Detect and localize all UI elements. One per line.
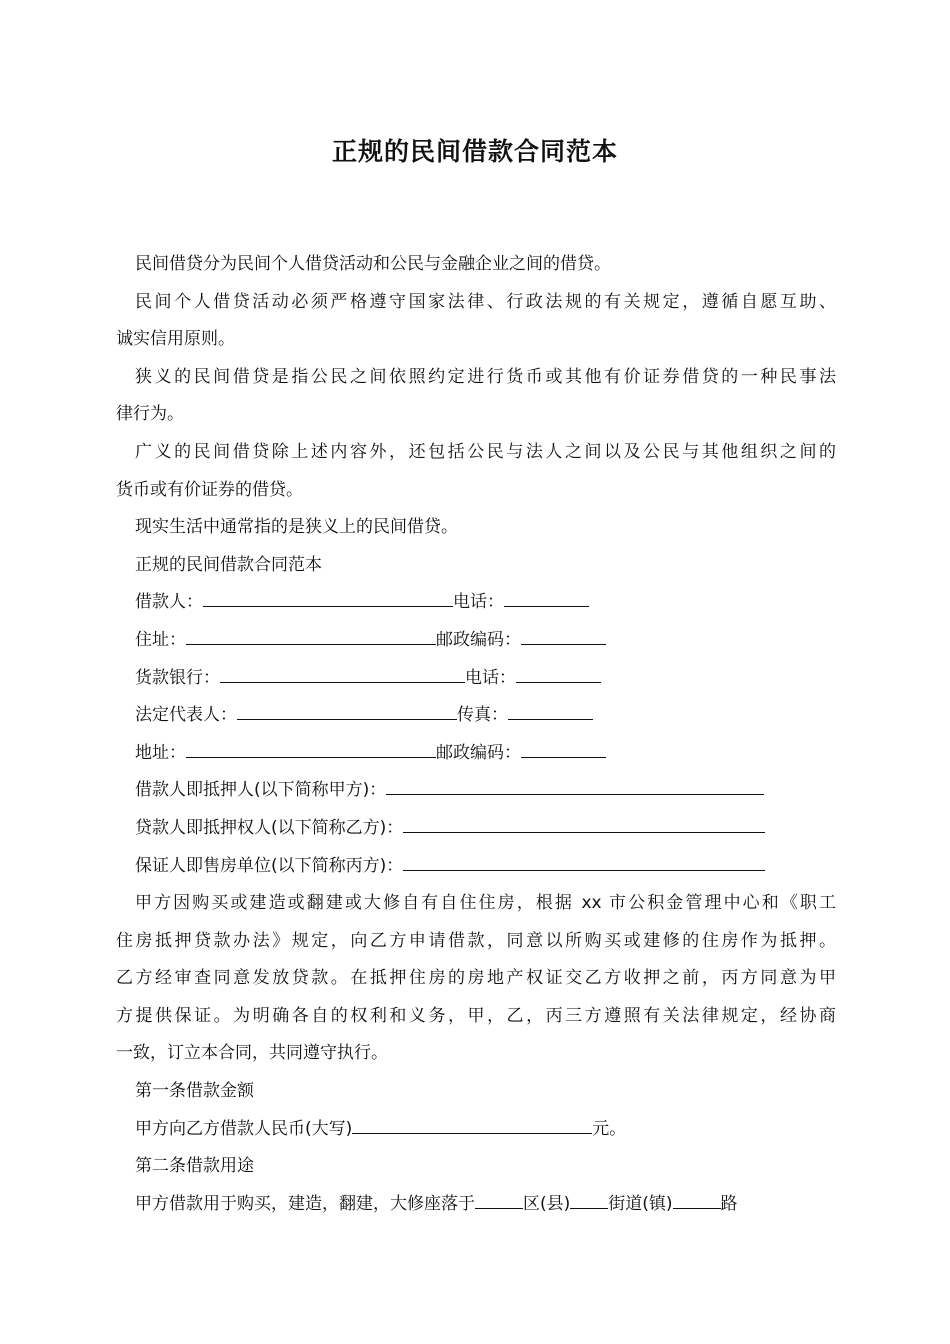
road-blank[interactable]	[673, 1191, 721, 1209]
address-blank[interactable]	[186, 627, 436, 645]
body-line-3: 乙方经审查同意发放贷款。在抵押住房的房地产权证交乙方收押之前，丙方同意为甲	[116, 968, 836, 989]
party-a-label: 借款人即抵押人(以下简称甲方)：	[135, 780, 387, 801]
intro-paragraph-6: 正规的民间借款合同范本	[135, 554, 322, 575]
bank-blank[interactable]	[220, 665, 465, 683]
road-label: 路	[720, 1193, 738, 1214]
legal-rep-label: 法定代表人：	[135, 705, 237, 726]
bank-line	[116, 660, 836, 698]
body-line-4: 方提供保证。为明确各自的权利和义务，甲，乙，丙三方遵照有关法律规定，经协商	[116, 1005, 836, 1026]
article-1-heading: 第一条借款金额	[135, 1081, 254, 1102]
party-b-label: 贷款人即抵押权人(以下简称乙方)：	[135, 817, 404, 838]
party-c-line	[116, 848, 836, 886]
amount-unit: 元。	[592, 1118, 627, 1139]
postcode-label: 邮政编码：	[436, 629, 521, 650]
document-body	[116, 246, 836, 1223]
legal-rep-blank[interactable]	[237, 702, 457, 720]
body-line-2: 住房抵押贷款办法》规定，向乙方申请借款，同意以所购买或建修的住房作为抵押。	[116, 930, 836, 951]
borrower-line	[116, 584, 836, 622]
intro-paragraph-1: 民间借贷分为民间个人借贷活动和公民与金融企业之间的借贷。	[135, 254, 611, 274]
address-line	[116, 622, 836, 660]
intro-paragraph-3-line-1: 狭义的民间借贷是指公民之间依照约定进行货币或其他有价证券借贷的一种民事法	[135, 366, 836, 387]
address2-blank[interactable]	[186, 740, 436, 758]
intro-paragraph-4-line-1: 广义的民间借贷除上述内容外，还包括公民与法人之间以及公民与其他组织之间的	[135, 441, 836, 462]
intro-paragraph-4-line-2: 货币或有价证券的借贷。	[116, 479, 303, 500]
postcode2-label: 邮政编码：	[436, 742, 521, 763]
party-a-line	[116, 772, 836, 810]
intro-paragraph-2-line-2: 诚实信用原则。	[116, 329, 235, 350]
intro-paragraph-2-line-1: 民间个人借贷活动必须严格遵守国家法律、行政法规的有关规定，遵循自愿互助、	[135, 291, 836, 312]
district-blank[interactable]	[475, 1191, 523, 1209]
body-line-5: 一致，订立本合同，共同遵守执行。	[116, 1043, 388, 1064]
address-label: 住址：	[135, 629, 186, 650]
article-2-heading: 第二条借款用途	[135, 1156, 254, 1177]
street-label: 街道(镇)	[608, 1193, 673, 1214]
party-a-blank[interactable]	[386, 777, 764, 795]
intro-paragraph-5: 现实生活中通常指的是狭义上的民间借贷。	[135, 517, 458, 538]
fax-blank[interactable]	[508, 702, 593, 720]
district-label: 区(县)	[523, 1193, 571, 1214]
amount-blank[interactable]	[352, 1116, 592, 1134]
body-line-1: 甲方因购买或建造或翻建或大修自有自住住房，根据 xx 市公积金管理中心和《职工	[135, 893, 836, 914]
legal-rep-line	[116, 697, 836, 735]
postcode2-blank[interactable]	[521, 740, 606, 758]
borrower-label: 借款人：	[135, 592, 203, 613]
bank-phone-label: 电话：	[465, 667, 516, 688]
intro-paragraph-3-line-2: 律行为。	[116, 404, 184, 425]
article-1-text	[116, 1111, 836, 1149]
phone-label: 电话：	[453, 592, 504, 613]
party-b-blank[interactable]	[403, 815, 765, 833]
party-b-line	[116, 810, 836, 848]
street-blank[interactable]	[570, 1191, 608, 1209]
document-title: 正规的民间借款合同范本	[331, 137, 618, 166]
bank-label: 货款银行：	[135, 667, 220, 688]
article-2-text	[116, 1186, 836, 1224]
address2-label: 地址：	[135, 742, 186, 763]
party-c-label: 保证人即售房单位(以下简称丙方)：	[135, 855, 404, 876]
fax-label: 传真：	[457, 705, 508, 726]
address2-line	[116, 735, 836, 773]
purpose-text: 甲方借款用于购买，建造，翻建，大修座落于	[135, 1193, 475, 1214]
phone-blank[interactable]	[504, 589, 589, 607]
party-c-blank[interactable]	[403, 853, 765, 871]
amount-label: 甲方向乙方借款人民币(大写)	[135, 1118, 353, 1139]
bank-phone-blank[interactable]	[516, 665, 601, 683]
postcode-blank[interactable]	[521, 627, 606, 645]
borrower-blank[interactable]	[203, 589, 453, 607]
